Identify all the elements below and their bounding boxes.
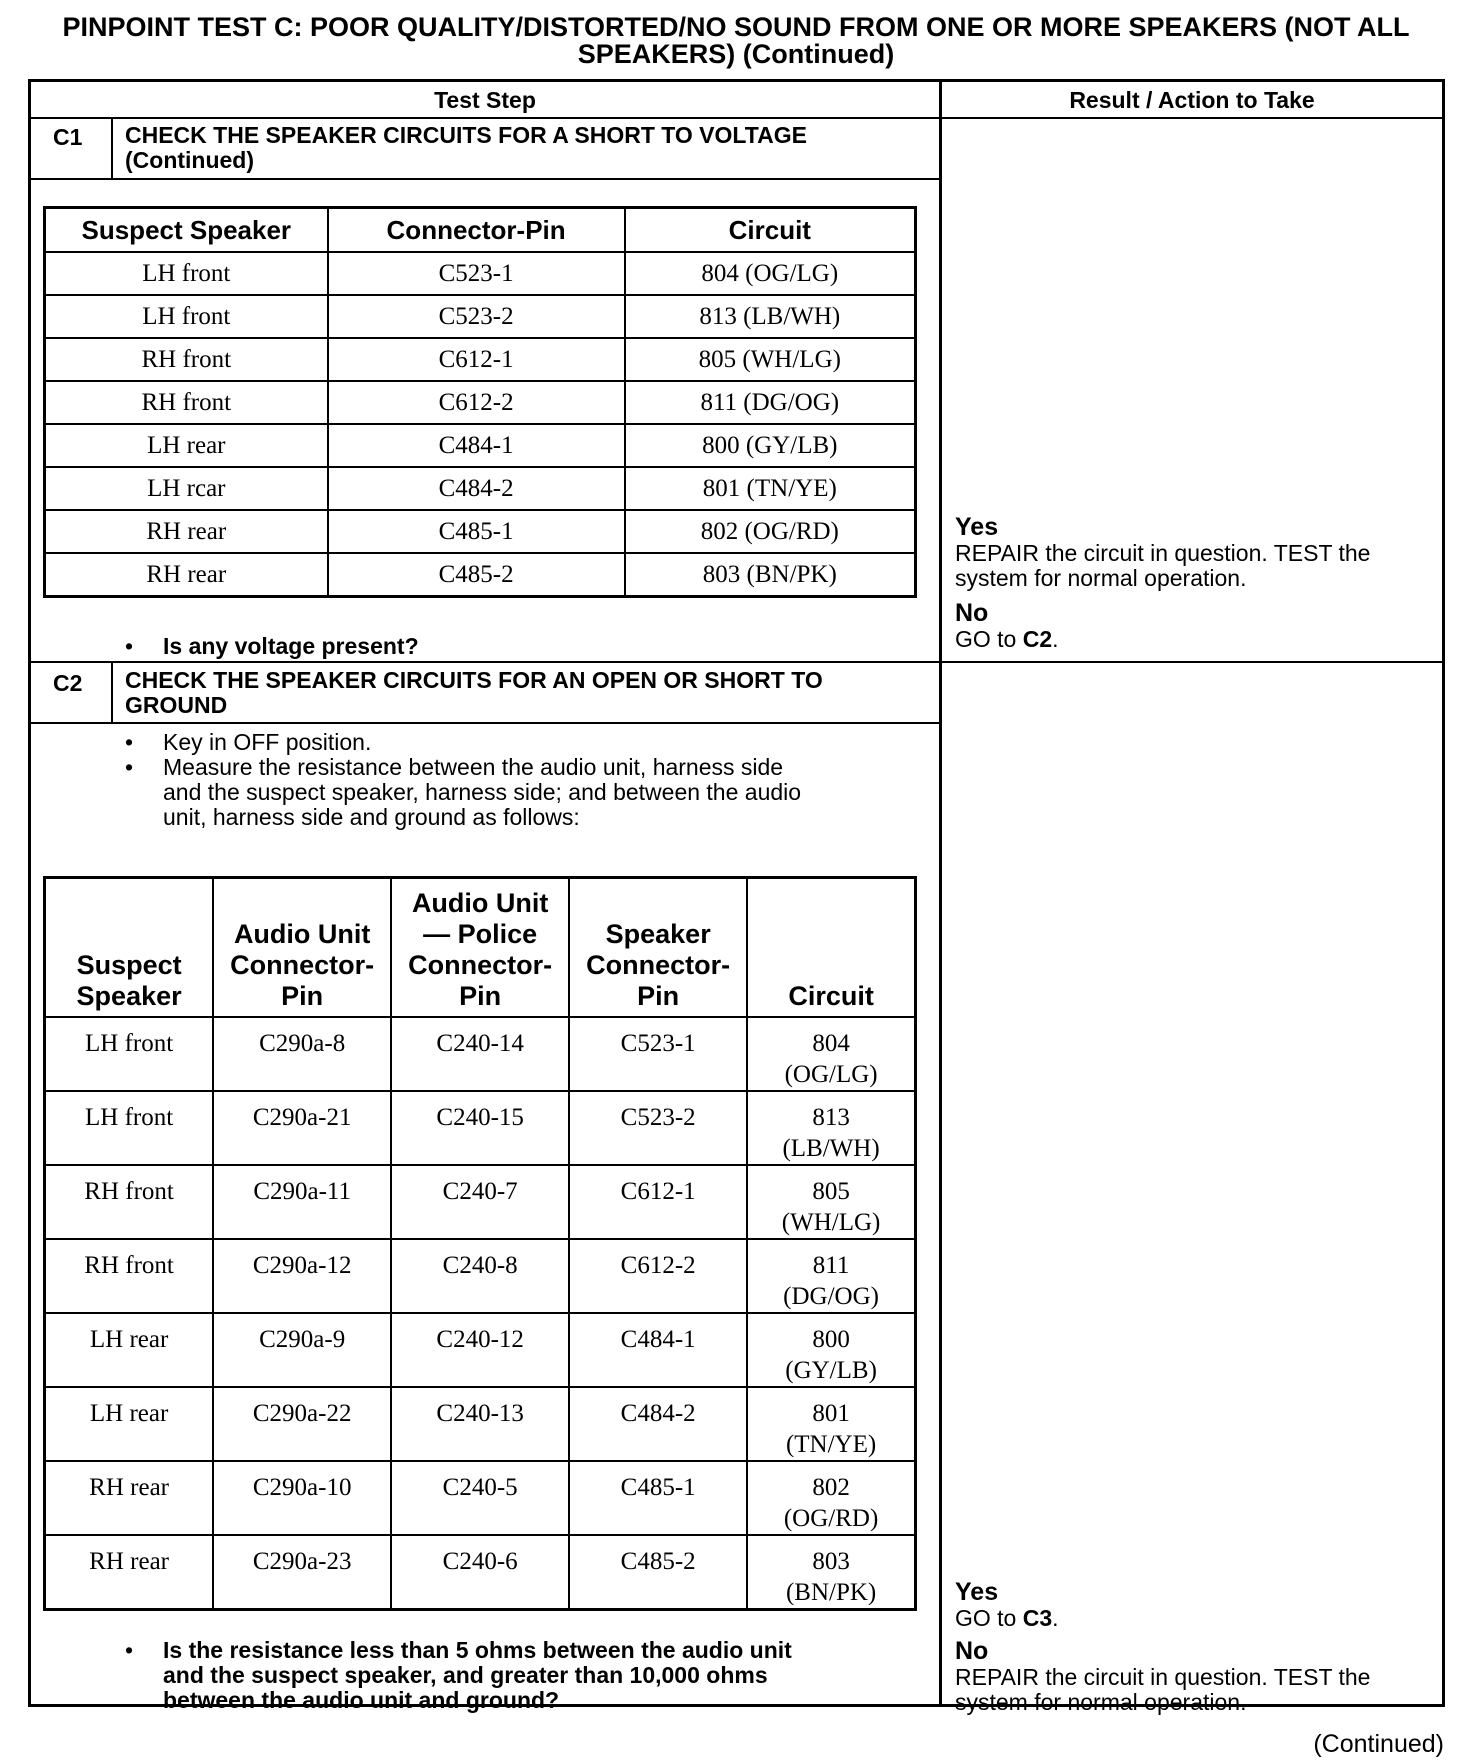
c2-table: [43, 876, 917, 1611]
table-row: [45, 1091, 916, 1165]
c2-col-header: Speaker Connector- Pin: [569, 878, 747, 1018]
table-cell: C612-2: [569, 1239, 747, 1313]
table-cell: C523-2: [569, 1091, 747, 1165]
table-cell: C290a-11: [213, 1165, 391, 1239]
table-cell: C290a-23: [213, 1535, 391, 1610]
table-cell: C290a-21: [213, 1091, 391, 1165]
c2-bullet-2-text: Measure the resistance between the audio unit, harness side and the suspect speaker, harness side; and between the audio unit, harness side and ground as follows:: [163, 754, 802, 830]
bullet-dot: •: [125, 729, 134, 755]
table-cell: C612-1: [569, 1165, 747, 1239]
table-cell: 800 (GY/LB): [625, 424, 916, 467]
bullet-dot: •: [125, 633, 134, 659]
table-cell: LH front: [45, 295, 328, 338]
c1-col-header: Circuit: [625, 208, 916, 253]
header-test-step: Test Step: [434, 87, 536, 113]
continued-footer: (Continued): [1313, 1730, 1444, 1758]
table-cell: RH front: [45, 1165, 214, 1239]
step-id-c2: C2: [53, 670, 83, 696]
table-cell: LH front: [45, 1017, 214, 1091]
table-row: [45, 338, 916, 381]
c2-col-header: Suspect Speaker: [45, 878, 214, 1018]
table-cell: LH front: [45, 1091, 214, 1165]
c2-no-label: No: [955, 1637, 989, 1665]
table-cell: 803 (BN/PK): [747, 1535, 915, 1610]
c1-no-text-suffix: .: [1052, 626, 1059, 652]
c2-yes-text-suffix: .: [1052, 1605, 1059, 1631]
table-cell: LH front: [45, 252, 328, 295]
bullet-dot: •: [125, 1637, 134, 1663]
table-row: [45, 1165, 916, 1239]
table-row: [45, 1535, 916, 1610]
table-cell: 811 (DG/OG): [747, 1239, 915, 1313]
table-cell: RH front: [45, 1239, 214, 1313]
c1-no-text-prefix: GO to: [955, 626, 1023, 652]
table-cell: C612-2: [328, 381, 625, 424]
table-row: [45, 381, 916, 424]
table-row: [45, 467, 916, 510]
table-cell: C290a-22: [213, 1387, 391, 1461]
table-cell: C484-2: [569, 1387, 747, 1461]
table-cell: RH rear: [45, 553, 328, 597]
c1-yes-label: Yes: [955, 513, 999, 541]
c1-yes-text: REPAIR the circuit in question. TEST the system for normal operation.: [955, 540, 1371, 591]
table-cell: 802 (OG/RD): [625, 510, 916, 553]
c2-col-header: Audio Unit — Police Connector- Pin: [391, 878, 569, 1018]
table-row: [45, 1313, 916, 1387]
table-cell: 811 (DG/OG): [625, 381, 916, 424]
c2-col-header: Audio Unit Connector- Pin: [213, 878, 391, 1018]
table-cell: C484-2: [328, 467, 625, 510]
table-cell: 803 (BN/PK): [625, 553, 916, 597]
table-cell: LH rcar: [45, 467, 328, 510]
table-row: [45, 1387, 916, 1461]
step-divider: [31, 661, 1442, 663]
c1-no-text-ref: C2: [1022, 626, 1053, 652]
table-cell: 802 (OG/RD): [747, 1461, 915, 1535]
step-title-c1: CHECK THE SPEAKER CIRCUITS FOR A SHORT TO VOLTAGE (Continued): [125, 122, 807, 173]
table-cell: C523-1: [328, 252, 625, 295]
c2-result: [955, 1578, 1435, 1715]
header-divider: [31, 117, 1442, 119]
c1-no-label: No: [955, 599, 989, 627]
table-cell: C240-15: [391, 1091, 569, 1165]
table-cell: C290a-12: [213, 1239, 391, 1313]
table-row: [45, 424, 916, 467]
c2-yes-text: [955, 1606, 1435, 1631]
table-cell: LH rear: [45, 1387, 214, 1461]
table-cell: C240-5: [391, 1461, 569, 1535]
table-row: [45, 295, 916, 338]
step-title-divider: [31, 178, 939, 180]
table-cell: 804 (OG/LG): [747, 1017, 915, 1091]
c2-yes-label: Yes: [955, 1578, 999, 1606]
c1-question-text: Is any voltage present?: [163, 633, 419, 659]
table-cell: C484-1: [328, 424, 625, 467]
table-cell: C240-12: [391, 1313, 569, 1387]
step-id-divider: [111, 119, 113, 179]
c2-yes-text-prefix: GO to: [955, 1605, 1023, 1631]
test-table: [28, 79, 1445, 1715]
c2-col-header: Circuit: [747, 878, 915, 1018]
table-row: [45, 1461, 916, 1535]
table-cell: C485-1: [569, 1461, 747, 1535]
table-cell: 801 (TN/YE): [625, 467, 916, 510]
table-row: [45, 510, 916, 553]
c2-no-text: REPAIR the circuit in question. TEST the system for normal operation.: [955, 1664, 1371, 1715]
table-cell: C290a-8: [213, 1017, 391, 1091]
table-cell: LH rear: [45, 424, 328, 467]
step-id-divider: [111, 663, 113, 723]
c2-bullet-1-text: Key in OFF position.: [163, 729, 372, 755]
table-row: [45, 1239, 916, 1313]
page-title: PINPOINT TEST C: POOR QUALITY/DISTORTED/NO SOUND FROM ONE OR MORE SPEAKERS (NOT ALL SPEAKERS) (Continued): [62, 12, 1410, 69]
table-cell: C290a-10: [213, 1461, 391, 1535]
table-cell: LH rear: [45, 1313, 214, 1387]
table-cell: C485-2: [328, 553, 625, 597]
c1-col-header: Connector-Pin: [328, 208, 625, 253]
c2-bullet-1: [125, 730, 925, 755]
table-row: [45, 1017, 916, 1091]
table-cell: RH rear: [45, 1461, 214, 1535]
c1-col-header: Suspect Speaker: [45, 208, 328, 253]
c2-question-text: Is the resistance less than 5 ohms between the audio unit and the suspect speaker, and greater than 10,000 ohms between the audio unit and ground?: [163, 1637, 792, 1713]
table-cell: 801 (TN/YE): [747, 1387, 915, 1461]
c2-bullet-2: [125, 755, 925, 830]
table-cell: C290a-9: [213, 1313, 391, 1387]
table-cell: C240-7: [391, 1165, 569, 1239]
step-title-divider: [31, 722, 939, 724]
table-cell: C523-2: [328, 295, 625, 338]
table-cell: RH front: [45, 381, 328, 424]
step-title-c2: CHECK THE SPEAKER CIRCUITS FOR AN OPEN OR SHORT TO GROUND: [125, 667, 823, 718]
c1-table: [43, 206, 917, 598]
table-row: [45, 252, 916, 295]
c2-yes-text-ref: C3: [1022, 1605, 1053, 1631]
header-result: Result / Action to Take: [1069, 87, 1315, 113]
table-cell: C485-2: [569, 1535, 747, 1610]
table-cell: 800 (GY/LB): [747, 1313, 915, 1387]
table-cell: RH rear: [45, 510, 328, 553]
c1-result: [955, 513, 1435, 652]
table-cell: C240-14: [391, 1017, 569, 1091]
table-cell: RH front: [45, 338, 328, 381]
table-cell: C485-1: [328, 510, 625, 553]
table-cell: RH rear: [45, 1535, 214, 1610]
table-cell: C240-6: [391, 1535, 569, 1610]
bullet-dot: •: [125, 754, 134, 780]
c1-no-text: [955, 627, 1435, 652]
table-cell: C484-1: [569, 1313, 747, 1387]
table-cell: 805 (WH/LG): [747, 1165, 915, 1239]
table-cell: C240-8: [391, 1239, 569, 1313]
step-id-c1: C1: [53, 124, 83, 150]
column-divider: [939, 82, 942, 1704]
table-cell: 804 (OG/LG): [625, 252, 916, 295]
table-cell: C523-1: [569, 1017, 747, 1091]
table-cell: C612-1: [328, 338, 625, 381]
table-row: [45, 553, 916, 597]
table-cell: 813 (LB/WH): [625, 295, 916, 338]
table-cell: 805 (WH/LG): [625, 338, 916, 381]
c2-question: [125, 1638, 925, 1713]
table-cell: C240-13: [391, 1387, 569, 1461]
table-cell: 813 (LB/WH): [747, 1091, 915, 1165]
